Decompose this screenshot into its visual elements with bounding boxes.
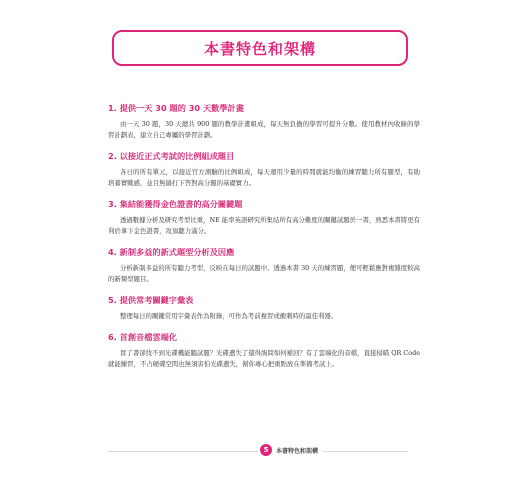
page-title-box — [112, 30, 408, 66]
section-1 — [108, 102, 420, 141]
section-5-body: 整理每日的關鍵常用字彙表作為附錄，可作為考前複習或衝刺時的最佳利器。 — [120, 312, 338, 320]
section-3-heading: 3. 集結能獲得金色證書的高分關鍵題 — [108, 199, 243, 209]
feature-list — [108, 102, 420, 379]
section-4 — [108, 246, 420, 285]
footer-label-group — [258, 444, 322, 456]
section-1-heading: 1. 提供一天 30 題的 30 天數學計畫 — [108, 103, 244, 113]
section-2-body: 各日的所有單元，以接近官方測驗的比例組成，每天運用少量的時間就能均衡的練習聽力所有題型，有助培養實戰感，並且無縫打下答對高分題的基礎實力。 — [108, 168, 420, 187]
section-3-body: 透過數據分析及研究考型比重，NE 能率英語研究所集結所有高分難度的關鍵試題於一書，熟悉本書將更有利於拿下金色證書，攻頂聽力滿分。 — [108, 216, 420, 235]
section-2 — [108, 150, 420, 189]
section-3 — [108, 198, 420, 237]
section-6-heading: 6. 首創音檔雲端化 — [108, 332, 177, 342]
page-title: 本書特色和架構 — [203, 39, 316, 58]
section-5 — [108, 294, 420, 322]
footer-section-label: 本書特色和架構 — [276, 447, 319, 455]
section-4-heading: 4. 新制多益的新式題型分析及因應 — [108, 247, 235, 257]
page-number-badge: 5 — [260, 444, 272, 456]
page-footer — [0, 444, 520, 458]
section-6-body: 買了書卻找不到光碟機能聽試題？光碟遺失了還得詢問如何補回？有了雲端化的音檔，直接掃瞄 QR Code 就能練習，不占硬碟空間也無須害怕光碟遺失，幫你專心把重點放在準備考試上。 — [108, 349, 420, 368]
section-6 — [108, 331, 420, 370]
section-4-body: 分析新制多益的所有聽力考型，反映在每日的試題中。透過本書 30 天的練習題，便可輕鬆應對複雜度較高的新類型題目。 — [108, 264, 420, 283]
section-5-heading: 5. 提供常考關鍵字彙表 — [108, 295, 194, 305]
section-2-heading: 2. 以接近正式考試的比例組成題目 — [108, 151, 235, 161]
section-1-body: 由一天 30 題，30 天總共 900 題的教學計畫組成，每天無負擔的學習可提升分數。使用教材內收錄的學習計劃表，建立自己專屬的學習計劃。 — [108, 120, 420, 139]
